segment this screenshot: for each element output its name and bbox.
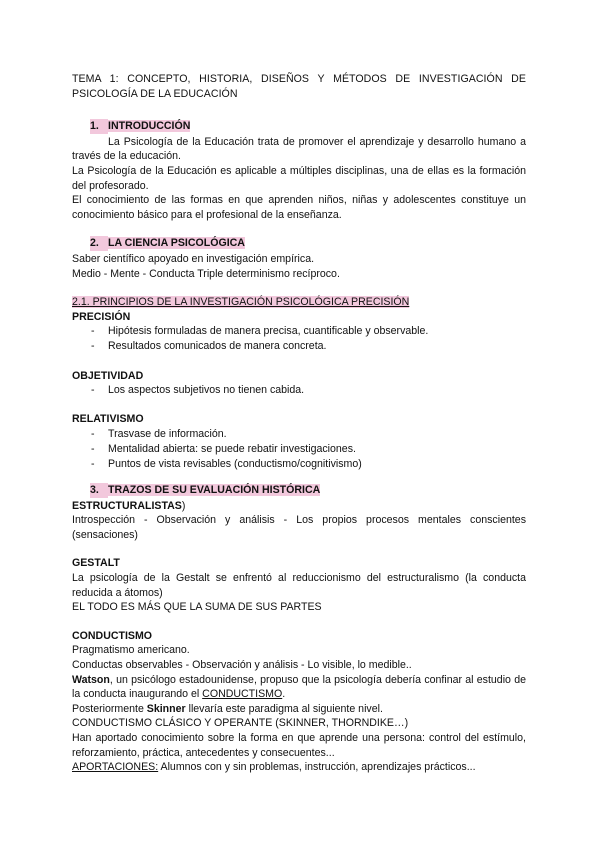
section-3-title: TRAZOS DE SU EVALUACIÓN HISTÓRICA	[108, 484, 321, 497]
document-page	[72, 72, 526, 775]
subsection-2-1-title: 2.1. PRINCIPIOS DE LA INVESTIGACIÓN PSICOLÓGICA PRECISIÓN	[72, 296, 410, 309]
document-title: TEMA 1: CONCEPTO, HISTORIA, DISEÑOS Y MÉTODOS DE INVESTIGACIÓN DE PSICOLOGÍA DE LA EDUCACIÓN	[72, 73, 526, 100]
section-2-paragraph-1: Saber científico apoyado en investigación empírica.	[72, 252, 315, 265]
section-1-paragraph-2: La Psicología de la Educación es aplicable a múltiples disciplinas, una de ellas es la formación del profesorado.	[72, 164, 526, 192]
section-1-heading	[72, 119, 526, 134]
section-1-paragraph-1: La Psicología de la Educación trata de promover el aprendizaje y desarrollo humano a través de la educación.	[72, 135, 526, 163]
section-3-heading	[72, 483, 526, 498]
conductismo-paragraph-5: CONDUCTISMO CLÁSICO Y OPERANTE (SKINNER, THORNDIKE…)	[72, 717, 409, 730]
section-2-number: 2.	[90, 236, 108, 251]
section-3-number: 3.	[90, 483, 108, 498]
aportaciones-text: Alumnos con y sin problemas, instrucción, aprendizajes prácticos...	[158, 761, 476, 774]
conductismo-paragraph-2: Conductas observables - Observación y análisis - Lo visible, lo medible..	[72, 659, 412, 671]
conductismo-paragraph-6: Han aportado conocimiento sobre la forma en que aprende una persona: control del estímulo, reforzamiento, práctica, antecedentes y consecuentes...	[72, 731, 526, 759]
section-1-paragraph-3: El conocimiento de las formas en que aprenden niños, niñas y adolescentes constituye un conocimiento básico para el profesional de la enseñanza.	[72, 194, 526, 221]
conductismo-paragraph-1: Pragmatismo americano.	[72, 644, 190, 657]
precision-list	[72, 324, 526, 354]
relativismo-heading: RELATIVISMO	[72, 413, 144, 426]
list-item: - Resultados comunicados de manera concreta.	[72, 339, 526, 354]
watson-name: Watson	[72, 673, 110, 686]
list-item: - Puntos de vista revisables (conductismo/cognitivismo)	[72, 457, 526, 472]
skinner-pre: Posteriormente	[72, 702, 147, 715]
list-item: - Mentalidad abierta: se puede rebatir investigaciones.	[72, 442, 526, 457]
section-1-number: 1.	[90, 119, 108, 134]
gestalt-paragraph-2: EL TODO ES MÁS QUE LA SUMA DE SUS PARTES	[72, 601, 322, 614]
subsection-2-1-heading	[72, 295, 526, 310]
list-item: - Hipótesis formuladas de manera precisa, cuantificable y observable.	[72, 324, 526, 339]
list-item: - Trasvase de información.	[72, 427, 526, 442]
conductismo-paragraph-7	[72, 760, 526, 775]
watson-text: , un psicólogo estadounidense, propuso que la psicología debería confinar al estudio de la conducta inaugurando el	[72, 673, 526, 701]
list-item: - Los aspectos subjetivos no tienen cabida.	[72, 383, 526, 398]
section-2-paragraph-2: Medio - Mente - Conducta Triple determinismo recíproco.	[72, 267, 340, 280]
section-2-heading	[72, 236, 526, 251]
estructuralistas-paren: )	[181, 499, 186, 512]
conductismo-term: CONDUCTISMO	[202, 688, 283, 701]
conductismo-paragraph-3	[72, 673, 526, 702]
conductismo-heading: CONDUCTISMO	[72, 629, 153, 642]
estructuralistas-heading: ESTRUCTURALISTAS	[72, 499, 182, 512]
relativismo-list	[72, 427, 526, 472]
skinner-name: Skinner	[146, 702, 186, 715]
objetividad-list	[72, 383, 526, 398]
section-2-title: LA CIENCIA PSICOLÓGICA	[108, 237, 245, 250]
estructuralistas-heading-line	[72, 499, 526, 514]
gestalt-paragraph-1: La psicología de la Gestalt se enfrentó al reduccionismo del estructuralismo (la conducta reducida a átomos)	[72, 572, 526, 599]
skinner-post: llevaría este paradigma al siguiente nivel.	[185, 702, 383, 715]
watson-end: .	[282, 688, 286, 701]
aportaciones-label: APORTACIONES:	[72, 761, 159, 774]
estructuralistas-paragraph: Introspección - Observación y análisis - Los propios procesos mentales conscientes (sensaciones)	[72, 514, 526, 541]
objetividad-heading: OBJETIVIDAD	[72, 369, 144, 382]
conductismo-paragraph-4	[72, 702, 526, 717]
precision-heading: PRECISIÓN	[72, 310, 131, 323]
section-1-title: INTRODUCCIÓN	[108, 120, 191, 133]
gestalt-heading: GESTALT	[72, 557, 120, 570]
